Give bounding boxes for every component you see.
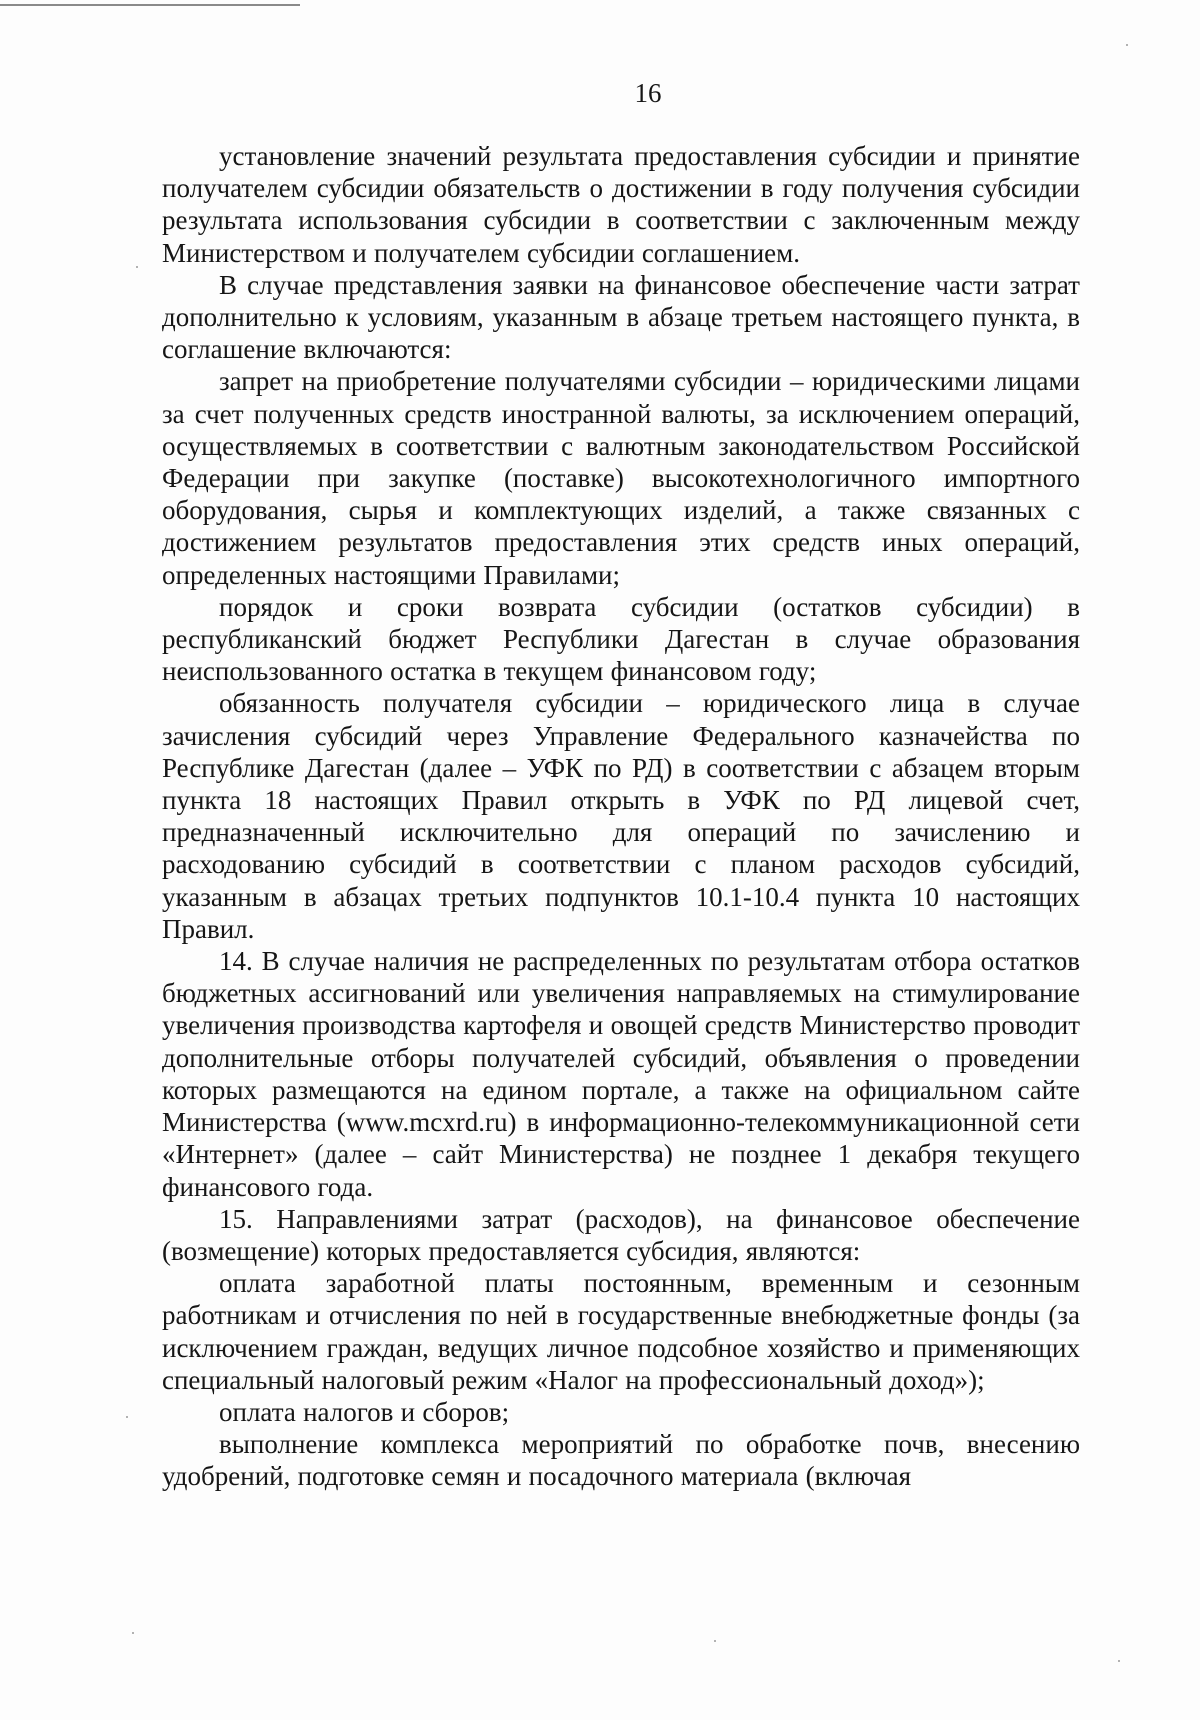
paragraph: обязанность получателя субсидии – юридического лица в случае зачисления субсидий через Управление Федерального казначейства по Республике Дагестан (далее – УФК по РД) в соответствии с абзацем вторым пункта 18 настоящих Правил открыть в УФК по РД лицевой счет, предназначенный исключительно для операций по зачислению и расходованию субсидий в соответствии с планом расходов субсидий, указанным в абзацах третьих подпунктов 10.1-10.4 пункта 10 настоящих Правил. xyxy=(162,688,1080,944)
scan-speck xyxy=(136,266,138,268)
scan-speck xyxy=(1126,44,1128,46)
paragraph: оплата налогов и сборов; xyxy=(219,1396,510,1427)
scan-edge-line xyxy=(0,4,300,6)
paragraph: запрет на приобретение получателями субсидии – юридическими лицами за счет полученных средств иностранной валюты, за исключением операций, осуществляемых в соответствии с валютным законодательством Российской Федерации при закупке (поставке) высокотехнологичного импортного оборудования, сырья и комплектующих изделий, а также связанных с достижением результатов предоставления этих средств иных операций, определенных настоящими Правилами; xyxy=(162,366,1080,590)
page-number: 16 xyxy=(634,78,662,108)
paragraph: 14. В случае наличия не распределенных по результатам отбора остатков бюджетных ассигнований или увеличения направляемых на стимулирование увеличения производства картофеля и овощей средств Министерство проводит дополнительные отборы получателей субсидий, объявления о проведении которых размещаются на едином портале, а также на официальном сайте Министерства (www.mcxrd.ru) в информационно-телекоммуникационной сети «Интернет» (далее – сайт Министерства) не позднее 1 декабря текущего финансового года. xyxy=(162,946,1080,1202)
scan-speck xyxy=(126,1416,128,1418)
paragraph: установление значений результата предоставления субсидии и принятие получателем субсидии обязательств о достижении в году получения субсидии результата использования субсидии в соответствии с заключенным между Министерством и получателем субсидии соглашением. xyxy=(162,141,1080,268)
paragraph: В случае представления заявки на финансовое обеспечение части затрат дополнительно к условиям, указанным в абзаце третьем настоящего пункта, в соглашение включаются: xyxy=(162,269,1080,365)
document-body xyxy=(162,140,1080,1493)
scan-speck xyxy=(1118,1660,1120,1662)
paragraph: оплата заработной платы постоянным, временным и сезонным работникам и отчисления по ней в государственные внебюджетные фонды (за исключением граждан, ведущих личное подсобное хозяйство и применяющих специальный налоговый режим «Налог на профессиональный доход»); xyxy=(162,1268,1080,1395)
scan-speck xyxy=(132,1632,134,1634)
paragraph: порядок и сроки возврата субсидии (остатков субсидии) в республиканский бюджет Республики Дагестан в случае образования неиспользованного остатка в текущем финансовом году; xyxy=(162,591,1080,687)
paragraph: 15. Направлениями затрат (расходов), на финансовое обеспечение (возмещение) которых предоставляется субсидия, являются: xyxy=(162,1203,1080,1266)
paragraph: выполнение комплекса мероприятий по обработке почв, внесению удобрений, подготовке семян и посадочного материала (включая xyxy=(162,1429,1080,1492)
scan-speck xyxy=(714,1640,716,1642)
